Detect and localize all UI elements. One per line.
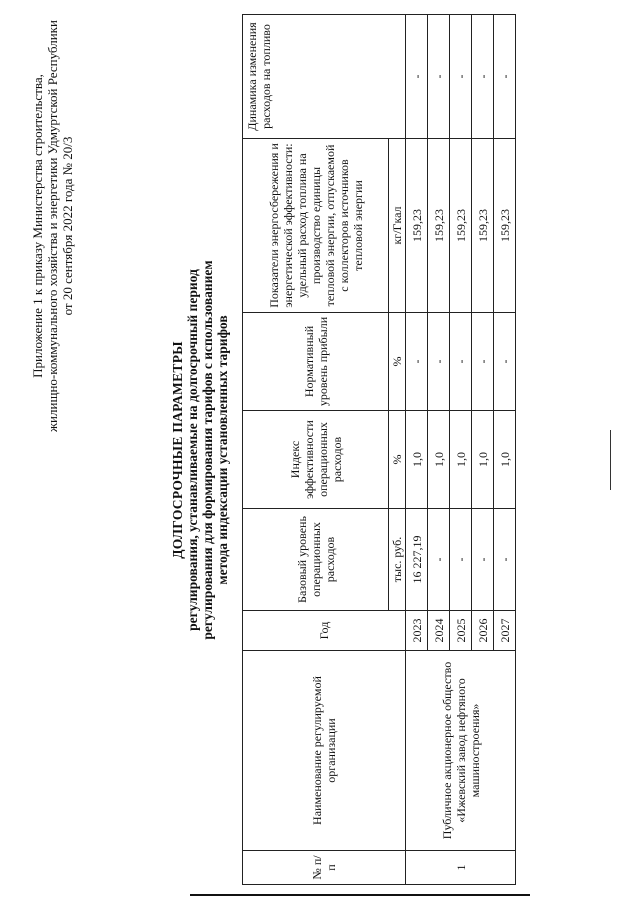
footer-divider — [610, 430, 611, 490]
cell-profit: - — [406, 313, 428, 411]
cell-energy: 159,23 — [494, 139, 516, 313]
unit-base: тыс. руб. — [389, 509, 406, 611]
cell-index: 1,0 — [428, 411, 450, 509]
title-line-4: метода индексации установленных тарифов — [215, 315, 230, 585]
cell-energy: 159,23 — [450, 139, 472, 313]
document-title — [170, 10, 230, 890]
header-dynamics: Динамика изменения расходов на топливо — [243, 15, 406, 139]
cell-index: 1,0 — [494, 411, 516, 509]
cell-base: 16 227,19 — [406, 509, 428, 611]
cell-energy: 159,23 — [472, 139, 494, 313]
cell-year: 2023 — [406, 611, 428, 651]
title-line-3: регулирования для формирования тарифов с использованием — [200, 260, 215, 640]
rotated-document-page — [10, 10, 630, 890]
cell-year: 2024 — [428, 611, 450, 651]
header-org: Наименование регулируемой организации — [243, 651, 406, 851]
title-line-2: регулирования, устанавливаемые на долгосрочный период — [185, 269, 200, 631]
cell-energy: 159,23 — [428, 139, 450, 313]
cell-year: 2026 — [472, 611, 494, 651]
cell-index: 1,0 — [406, 411, 428, 509]
cell-base: - — [428, 509, 450, 611]
header-base: Базовый уровень операционных расходов — [243, 509, 389, 611]
unit-index: % — [389, 411, 406, 509]
cell-profit: - — [428, 313, 450, 411]
cell-dynamics: - — [450, 15, 472, 139]
appendix-note-line-2: жилищно-коммунального хозяйства и энергетики Удмуртской Республики — [45, 20, 60, 432]
cell-energy: 159,23 — [406, 139, 428, 313]
cell-dynamics: - — [406, 15, 428, 139]
unit-profit: % — [389, 313, 406, 411]
long-term-parameters-table — [242, 14, 516, 885]
table-header-row — [243, 15, 389, 885]
cell-profit: - — [494, 313, 516, 411]
scan-edge-line — [190, 894, 530, 896]
cell-dynamics: - — [494, 15, 516, 139]
title-main: ДОЛГОСРОЧНЫЕ ПАРАМЕТРЫ — [170, 341, 185, 559]
header-index: Индекс эффективности операционных расходов — [243, 411, 389, 509]
cell-dynamics: - — [472, 15, 494, 139]
order-appendix-note — [30, 16, 75, 436]
header-num: № п/п — [243, 851, 406, 885]
table-row — [406, 15, 428, 885]
org-number: 1 — [406, 851, 516, 885]
appendix-note-line-3: от 20 сентября 2022 года № 20/3 — [60, 136, 75, 316]
header-profit: Нормативный уровень прибыли — [243, 313, 389, 411]
cell-profit: - — [472, 313, 494, 411]
cell-dynamics: - — [428, 15, 450, 139]
cell-base: - — [494, 509, 516, 611]
cell-index: 1,0 — [450, 411, 472, 509]
cell-year: 2025 — [450, 611, 472, 651]
header-year: Год — [243, 611, 406, 651]
cell-profit: - — [450, 313, 472, 411]
unit-energy: кг/Гкал — [389, 139, 406, 313]
cell-index: 1,0 — [472, 411, 494, 509]
cell-year: 2027 — [494, 611, 516, 651]
header-energy: Показатели энергосбережения и энергетической эффективности: удельный расход топлива на производство единицы тепловой энергии, отпускаемой с коллекторов источников тепловой энергии — [243, 139, 389, 313]
cell-base: - — [450, 509, 472, 611]
appendix-note-line-1: Приложение 1 к приказу Министерства строительства, — [30, 74, 45, 378]
cell-base: - — [472, 509, 494, 611]
org-name: Публичное акционерное общество «Ижевский завод нефтяного машиностроения» — [406, 651, 516, 851]
